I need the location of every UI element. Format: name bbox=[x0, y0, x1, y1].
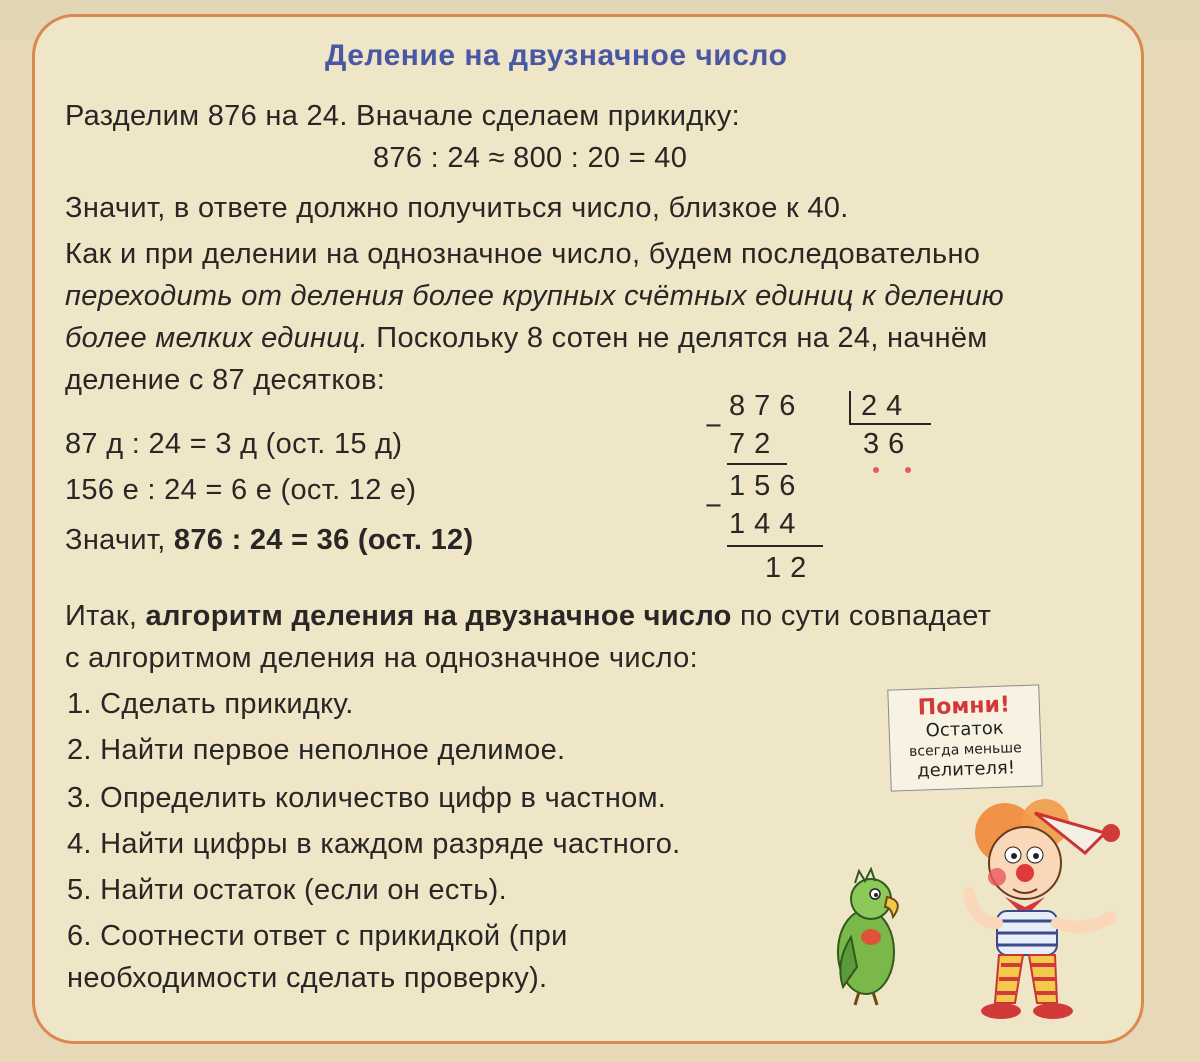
division-bracket-vertical bbox=[849, 391, 851, 425]
division-sub-2: 144 bbox=[729, 508, 805, 540]
quotient-dot-2 bbox=[905, 467, 911, 473]
para-line-3 bbox=[65, 321, 988, 355]
para-line-3-italic: более мелких единиц. bbox=[65, 322, 368, 354]
calc-step-1: 87 д : 24 = 3 д (ост. 15 д) bbox=[65, 428, 403, 460]
division-dividend: 876 bbox=[729, 390, 805, 422]
division-rem-1: 156 bbox=[729, 470, 805, 502]
division-line-1 bbox=[727, 463, 787, 465]
division-remainder: 12 bbox=[765, 552, 816, 584]
division-minus-1: − bbox=[705, 410, 722, 442]
lesson-title: Деление на двузначное число bbox=[325, 39, 788, 72]
para-line-2 bbox=[65, 279, 1004, 313]
algorithm-intro-bold: алгоритм деления на двузначное число bbox=[145, 600, 732, 632]
algorithm-intro bbox=[65, 599, 991, 633]
parrot-illustration bbox=[821, 867, 911, 1007]
conclusion-text: Значит, в ответе должно получиться число, близкое к 40. bbox=[65, 192, 849, 224]
algorithm-intro-rest: по сути совпадает bbox=[731, 600, 992, 632]
algorithm-intro-line-2: с алгоритмом деления на однозначное число: bbox=[65, 642, 698, 674]
remember-line-1: Остаток bbox=[925, 717, 1005, 742]
remember-note bbox=[887, 684, 1042, 791]
division-quotient: 36 bbox=[863, 428, 914, 460]
lesson-panel bbox=[32, 14, 1144, 1044]
estimate-formula: 876 : 24 ≈ 800 : 20 = 40 bbox=[373, 142, 688, 174]
algorithm-step-4: 4. Найти цифры в каждом разряде частного. bbox=[67, 828, 681, 860]
algorithm-step-6-cont: необходимости сделать проверку). bbox=[67, 962, 548, 994]
division-sub-1: 72 bbox=[729, 428, 780, 460]
para-line-4: деление с 87 десятков: bbox=[65, 364, 386, 396]
calc-result-prefix: Значит, bbox=[65, 524, 174, 556]
algorithm-intro-prefix: Итак, bbox=[65, 600, 146, 632]
algorithm-step-3: 3. Определить количество цифр в частном. bbox=[67, 782, 667, 814]
calc-result bbox=[65, 523, 473, 557]
para-line-3-rest: Поскольку 8 сотен не делятся на 24, начнём bbox=[367, 322, 988, 354]
algorithm-step-6: 6. Соотнести ответ с прикидкой (при bbox=[67, 920, 568, 952]
remember-line-3: делителя! bbox=[916, 757, 1016, 782]
calc-result-bold: 876 : 24 = 36 (ост. 12) bbox=[173, 524, 474, 556]
division-divisor: 24 bbox=[861, 390, 912, 422]
algorithm-step-2: 2. Найти первое неполное делимое. bbox=[67, 734, 566, 766]
para-line-1: Как и при делении на однозначное число, будем последовательно bbox=[65, 238, 981, 270]
remember-heading: Помни! bbox=[917, 692, 1011, 721]
division-line-2 bbox=[727, 545, 823, 547]
division-minus-2: − bbox=[705, 490, 722, 522]
clown-illustration bbox=[935, 793, 1135, 1033]
remember-line-2: всегда меньше bbox=[908, 740, 1022, 760]
para-line-2-italic: переходить от деления более крупных счётных единиц к делению bbox=[65, 280, 1004, 312]
algorithm-step-1: 1. Сделать прикидку. bbox=[67, 688, 354, 720]
calc-step-2: 156 е : 24 = 6 е (ост. 12 е) bbox=[65, 474, 417, 506]
division-bracket-horizontal bbox=[849, 423, 931, 425]
intro-text: Разделим 876 на 24. Вначале сделаем прикидку: bbox=[65, 100, 740, 132]
quotient-dot-1 bbox=[873, 467, 879, 473]
algorithm-step-5: 5. Найти остаток (если он есть). bbox=[67, 874, 507, 906]
